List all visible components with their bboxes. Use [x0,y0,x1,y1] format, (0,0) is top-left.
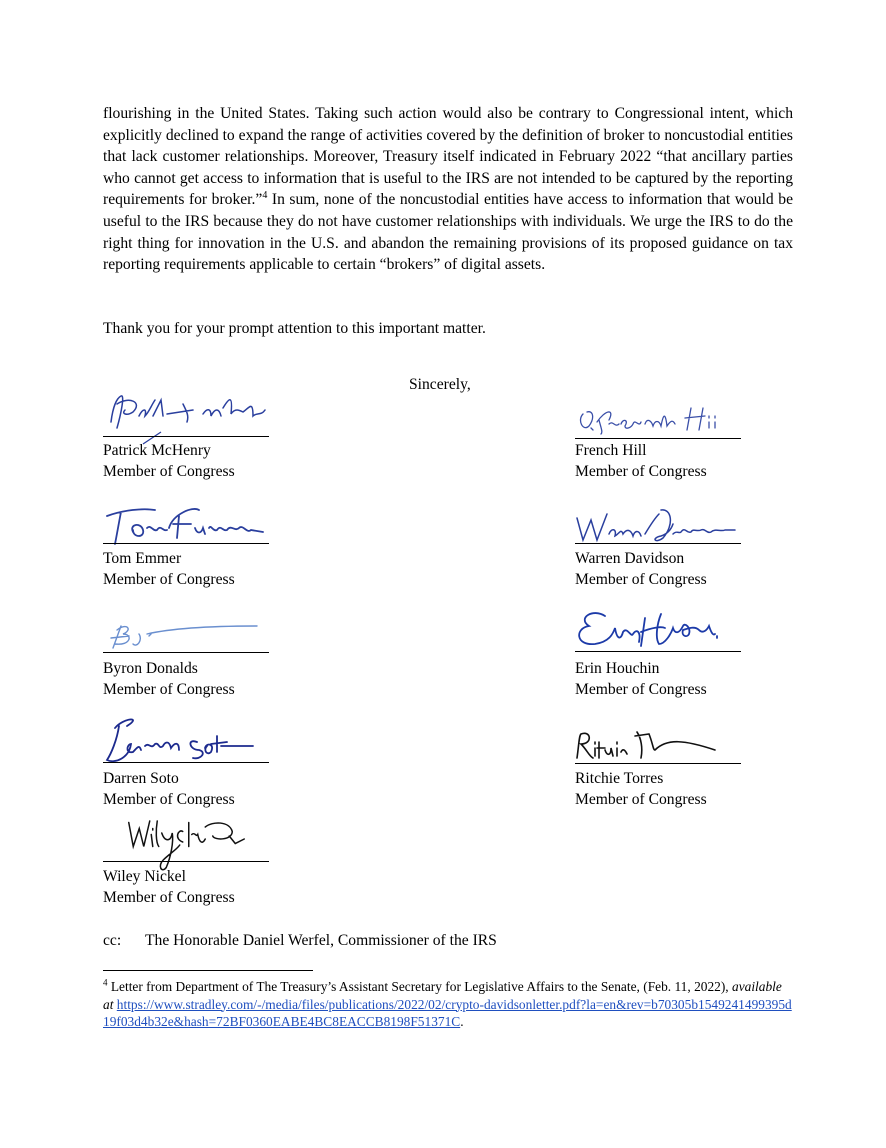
footnote-text: Letter from Department of The Treasury’s Assistant Secretary for Legislative Affairs to the Senate, (Feb. 11, 2022), [107,979,732,994]
signature-emmer [103,494,273,554]
signature-line [103,436,269,437]
signatory-name: Erin Houchin [575,660,660,677]
signature-line [575,651,741,652]
signatory-name: Ritchie Torres [575,770,664,787]
signature-soto [103,714,273,774]
signature-line [103,861,269,862]
signatory-name: French Hill [575,442,647,459]
footnote-link[interactable]: https://www.stradley.com/-/media/files/publications/2022/02/crypto-davidsonletter.pdf?la=en&rev=b70305b1549241499395d19f03d4b32e&hash=72BF0360EABE4BC8EACCB8198F51371C [103,996,792,1029]
signatory-name: Wiley Nickel [103,868,186,885]
signatory-title: Member of Congress [103,791,235,808]
footnote-reference[interactable]: 4 [262,190,268,202]
signature-line [575,763,741,764]
signatory-name: Darren Soto [103,770,179,787]
signature-line [103,762,269,763]
signature-nickel [103,812,273,872]
signatory-name: Warren Davidson [575,550,685,567]
signatory-title: Member of Congress [103,889,235,906]
footnote-number: 4 [103,977,108,988]
signature-line [103,543,269,544]
signature-mchenry [103,386,273,446]
cc-line [103,932,497,950]
signatory-title: Member of Congress [575,791,707,808]
signature-line [575,543,741,544]
signatory-title: Member of Congress [103,463,235,480]
signatory-title: Member of Congress [103,571,235,588]
body-text-part-a: flourishing in the United States. Taking such action would also be contrary to Congressional intent, which explicitly declined to expand the range of activities covered by the definition of broker to noncustodial entities that lack customer relationships. Moreover, Treasury itself indicated in February 2022 “that ancillary parties who cannot get access to information that is useful to the IRS are not intended to be captured by the reporting requirements for broker.” [103,105,793,209]
body-paragraph [103,103,793,276]
signatory-title: Member of Congress [575,463,707,480]
footnote-end: . [460,1014,464,1029]
signatory-name: Patrick McHenry [103,442,211,459]
footnote [103,978,793,1031]
signatory-name: Byron Donalds [103,660,198,677]
footnote-divider [103,970,313,971]
cc-recipient: The Honorable Daniel Werfel, Commissioner of the IRS [145,932,497,949]
signature-hill [575,386,745,446]
signature-line [575,438,741,439]
signature-torres [575,714,745,774]
signatory-title: Member of Congress [575,571,707,588]
footnote-available-at: available at [103,979,782,1012]
signature-donalds [103,604,273,664]
signatory-title: Member of Congress [103,681,235,698]
thanks-line: Thank you for your prompt attention to this important matter. [103,320,486,337]
signature-davidson [575,494,745,554]
signature-line [103,652,269,653]
signatory-name: Tom Emmer [103,550,182,567]
closing-sincerely: Sincerely, [409,376,471,393]
signatory-title: Member of Congress [575,681,707,698]
signature-houchin [575,604,745,664]
cc-label: cc: [103,932,122,949]
body-text-part-b: In sum, none of the noncustodial entities have access to information that would be useful to the IRS because they do not have customer relationships with individuals. We urge the IRS to do the right thing for innovation in the U.S. and abandon the remaining provisions of its proposed guidance on tax reporting requirements applicable to certain “brokers” of digital assets. [103,191,793,274]
